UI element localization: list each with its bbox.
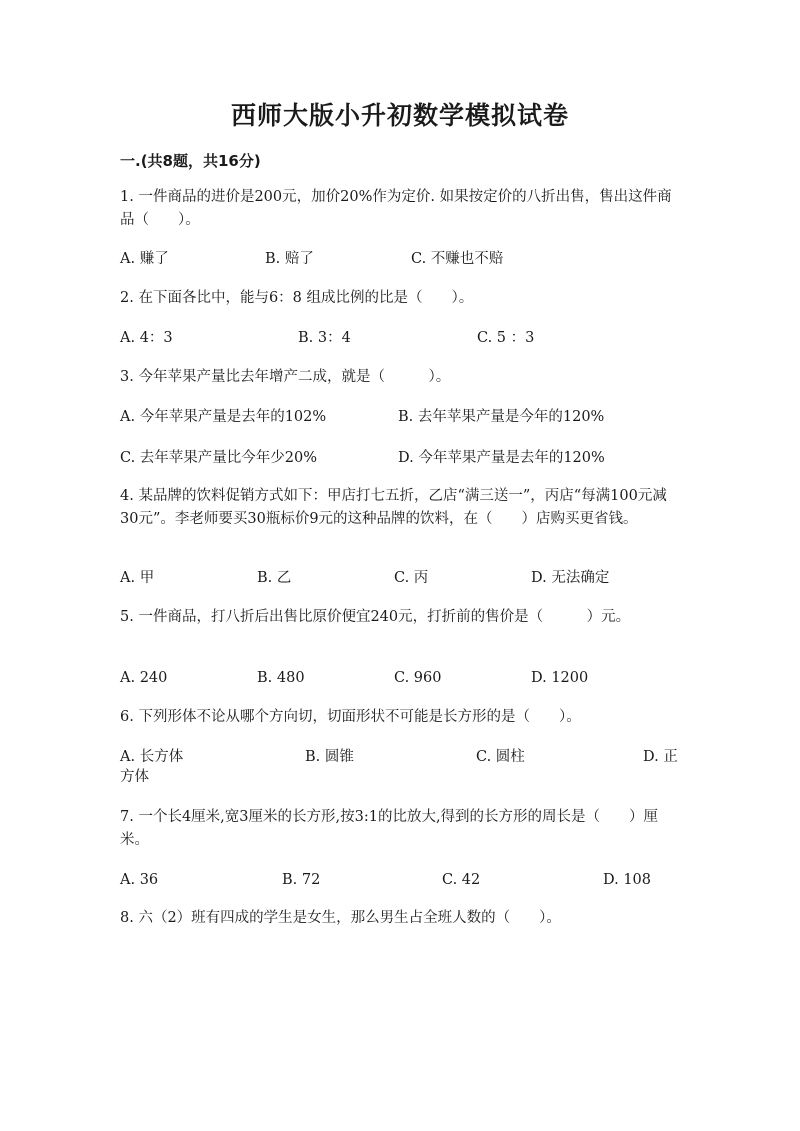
option-a[interactable]: A. 4：3 [120, 330, 173, 346]
option-a[interactable]: A. 甲 [120, 570, 155, 586]
option-c[interactable]: C. 去年苹果产量比今年少20% [120, 450, 318, 466]
option-b[interactable]: B. 3：4 [298, 330, 351, 346]
option-c[interactable]: C. 丙 [394, 570, 429, 586]
question-6: 6. 下列形体不论从哪个方向切，切面形状不可能是长方形的是（ ）。 [120, 709, 581, 725]
question-3-options-row1 [120, 407, 685, 453]
option-c[interactable]: C. 5 ：3 [477, 330, 535, 346]
option-a[interactable]: A. 36 [120, 872, 159, 888]
option-d[interactable]: D. 今年苹果产量是去年的120% [398, 450, 605, 466]
option-c[interactable]: C. 不赚也不赔 [411, 251, 504, 267]
question-8: 8. 六（2）班有四成的学生是女生，那么男生占全班人数的（ ）。 [120, 910, 561, 926]
option-d[interactable]: D. 1200 [531, 670, 589, 686]
option-a[interactable]: A. 240 [120, 670, 168, 686]
option-a[interactable]: A. 赚了 [120, 251, 169, 267]
question-5: 5. 一件商品，打八折后出售比原价便宜240元，打折前的售价是（ ）元。 [120, 609, 631, 625]
option-b[interactable]: B. 赔了 [265, 251, 314, 267]
option-b[interactable]: B. 乙 [257, 570, 292, 586]
question-3: 3. 今年苹果产量比去年增产二成，就是（ ）。 [120, 369, 451, 385]
option-d[interactable]: D. 108 [603, 872, 652, 888]
option-b[interactable]: B. 去年苹果产量是今年的120% [398, 409, 605, 425]
option-c[interactable]: C. 960 [394, 670, 442, 686]
question-6-options [120, 747, 685, 793]
question-1: 1. 一件商品的进价是200元，加价20%作为定价. 如果按定价的八折出售，售出这件商品（ ）。 [120, 189, 672, 228]
option-b[interactable]: B. 圆锥 [305, 749, 354, 765]
section-heading: 一.(共8题，共16分) [120, 152, 261, 170]
option-c[interactable]: C. 42 [442, 872, 481, 888]
question-2: 2. 在下面各比中，能与6：8 组成比例的比是（ ）。 [120, 290, 474, 306]
option-d[interactable]: D. 无法确定 [531, 570, 610, 586]
option-a[interactable]: A. 长方体 [120, 749, 184, 765]
option-c[interactable]: C. 圆柱 [476, 749, 525, 765]
page-title: 西师大版小升初数学模拟试卷 [230, 101, 569, 130]
question-7: 7. 一个长4厘米,宽3厘米的长方形,按3:1的比放大,得到的长方形的周长是（ ）厘米。 [120, 809, 659, 848]
option-d[interactable]: D. 正方体 [120, 749, 678, 785]
option-b[interactable]: B. 72 [282, 872, 321, 888]
option-b[interactable]: B. 480 [257, 670, 305, 686]
option-a[interactable]: A. 今年苹果产量是去年的102% [120, 409, 327, 425]
question-4: 4. 某品牌的饮料促销方式如下：甲店打七五折，乙店“满三送一”，丙店“每满100元减30元”。李老师要买30瓶标价9元的这种品牌的饮料，在（ ）店购买更省钱。 [120, 488, 667, 527]
